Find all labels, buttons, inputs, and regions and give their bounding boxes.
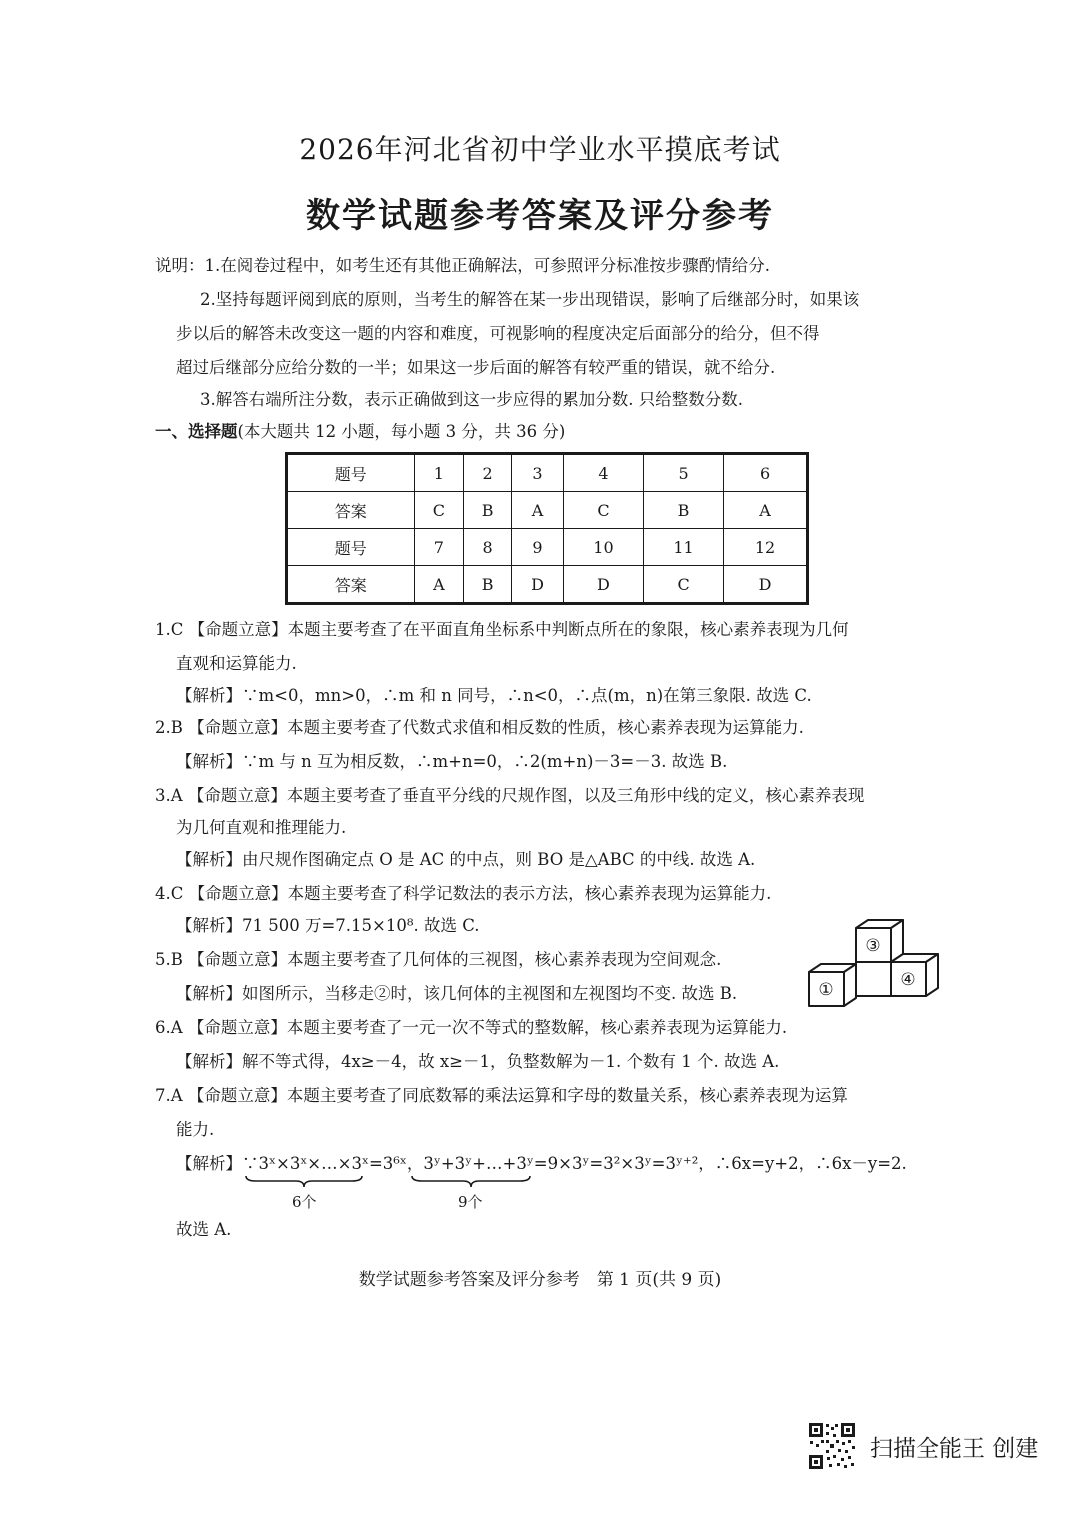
cube-4-side: [926, 954, 938, 996]
table-cell: 10: [563, 529, 643, 566]
cube-label-1: ①: [818, 980, 834, 1000]
explanation-7-analysis: 【解析】∵3ˣ×3ˣ×…×3ˣ=3⁶ˣ，3ʸ+3ʸ+…+3ʸ=9×3ʸ=3²×3ʸ=3ʸ⁺²，∴6x=y+2，∴6x－y=2.: [176, 1154, 907, 1173]
explanation-7-intent-cont: 能力.: [176, 1120, 215, 1139]
explanation-6-intent: 6.A 【命题立意】本题主要考查了一元一次不等式的整数解，核心素养表现为运算能力.: [155, 1018, 788, 1037]
note-1: 说明：1.在阅卷过程中，如考生还有其他正确解法，可参照评分标准按步骤酌情给分.: [155, 256, 770, 275]
row-label: 答案: [287, 492, 415, 529]
table-cell: C: [414, 492, 464, 529]
scanner-watermark: [808, 1422, 1038, 1470]
table-cell: 9: [512, 529, 564, 566]
cube-1-side: [844, 964, 856, 1006]
note-2b: 步以后的解答未改变这一题的内容和难度，可视影响的程度决定后面部分的给分，但不得: [176, 324, 820, 343]
explanation-5-intent: 5.B 【命题立意】本题主要考查了几何体的三视图，核心素养表现为空间观念.: [155, 950, 722, 969]
cube-label-4: ④: [900, 970, 916, 990]
qr-code-icon: [808, 1422, 856, 1470]
explanation-1-intent: 1.C 【命题立意】本题主要考查了在平面直角坐标系中判断点所在的象限，核心素养表现为几何: [155, 620, 849, 639]
explanation-3-intent: 3.A 【命题立意】本题主要考查了垂直平分线的尺规作图，以及三角形中线的定义，核心素养表现: [155, 786, 865, 805]
explanation-6-analysis: 【解析】解不等式得，4x≥－4，故 x≥－1，负整数解为－1. 个数有 1 个. 故选 A.: [176, 1052, 780, 1071]
table-cell: D: [563, 566, 643, 604]
explanation-3-analysis: 【解析】由尺规作图确定点 O 是 AC 的中点，则 BO 是△ABC 的中线. 故选 A.: [176, 850, 756, 869]
note-2c: 超过后继部分应给分数的一半；如果这一步后面的解答有较严重的错误，就不给分.: [176, 358, 776, 377]
section-title: 一、选择题: [155, 422, 238, 441]
table-cell: B: [464, 566, 512, 604]
table-row: [287, 566, 808, 604]
document-title: 数学试题参考答案及评分参考: [306, 196, 774, 236]
table-cell: 3: [512, 454, 564, 492]
table-row: [287, 492, 808, 529]
table-cell: D: [512, 566, 564, 604]
table-cell: 6: [724, 454, 808, 492]
underbrace-6-label: 6个: [292, 1193, 317, 1211]
row-label: 题号: [287, 529, 415, 566]
underbrace-9: [410, 1174, 532, 1188]
explanation-7-intent: 7.A 【命题立意】本题主要考查了同底数幂的乘法运算和字母的数量关系，核心素养表现为运算: [155, 1086, 848, 1105]
cube-label-3: ③: [865, 936, 881, 956]
exam-title: 2026年河北省初中学业水平摸底考试: [299, 133, 781, 166]
explanation-4-analysis: 【解析】71 500 万=7.15×10⁸. 故选 C.: [176, 916, 480, 935]
section-note: (本大题共 12 小题，每小题 3 分，共 36 分): [237, 422, 566, 441]
table-cell: 5: [644, 454, 724, 492]
table-cell: 12: [724, 529, 808, 566]
table-cell: C: [644, 566, 724, 604]
section-heading: [155, 422, 565, 442]
table-cell: 1: [414, 454, 464, 492]
note-3: 3.解答右端所注分数，表示正确做到这一步应得的累加分数. 只给整数分数.: [200, 390, 743, 409]
table-cell: D: [724, 566, 808, 604]
table-cell: 7: [414, 529, 464, 566]
row-label: 答案: [287, 566, 415, 604]
underbrace-9-label: 9个: [458, 1193, 483, 1211]
underbrace-6: [244, 1174, 364, 1188]
table-cell: C: [563, 492, 643, 529]
table-cell: A: [724, 492, 808, 529]
explanation-7-conclusion: 故选 A.: [176, 1220, 232, 1239]
explanation-1-intent-cont: 直观和运算能力.: [176, 654, 297, 673]
explanation-2-intent: 2.B 【命题立意】本题主要考查了代数式求值和相反数的性质，核心素养表现为运算能力.: [155, 718, 804, 737]
row-label: 题号: [287, 454, 415, 492]
table-row: [287, 529, 808, 566]
note-2a: 2.坚持每题评阅到底的原则，当考生的解答在某一步出现错误，影响了后继部分时，如果该: [200, 290, 860, 309]
explanation-1-analysis: 【解析】∵m<0，mn>0，∴m 和 n 同号，∴n<0，∴点(m，n)在第三象限. 故选 C.: [176, 686, 812, 705]
table-cell: A: [512, 492, 564, 529]
cube-middle-front: [856, 962, 891, 996]
explanation-5-analysis: 【解析】如图所示，当移走②时，该几何体的主视图和左视图均不变. 故选 B.: [176, 984, 738, 1003]
table-cell: 8: [464, 529, 512, 566]
watermark-text: 扫描全能王 创建: [870, 1435, 1039, 1462]
table-cell: B: [464, 492, 512, 529]
explanation-2-analysis: 【解析】∵m 与 n 互为相反数，∴m+n=0，∴2(m+n)－3=－3. 故选 B.: [176, 752, 728, 771]
table-cell: B: [644, 492, 724, 529]
page-footer: 数学试题参考答案及评分参考 第 1 页(共 9 页): [358, 1270, 722, 1290]
explanation-3-intent-cont: 为几何直观和推理能力.: [176, 818, 347, 837]
cube-stack-figure: [806, 918, 946, 1010]
table-cell: 2: [464, 454, 512, 492]
explanation-4-intent: 4.C 【命题立意】本题主要考查了科学记数法的表示方法，核心素养表现为运算能力.: [155, 884, 772, 903]
table-cell: 11: [644, 529, 724, 566]
table-cell: 4: [563, 454, 643, 492]
table-cell: A: [414, 566, 464, 604]
answer-table: [285, 452, 809, 605]
table-row: [287, 454, 808, 492]
